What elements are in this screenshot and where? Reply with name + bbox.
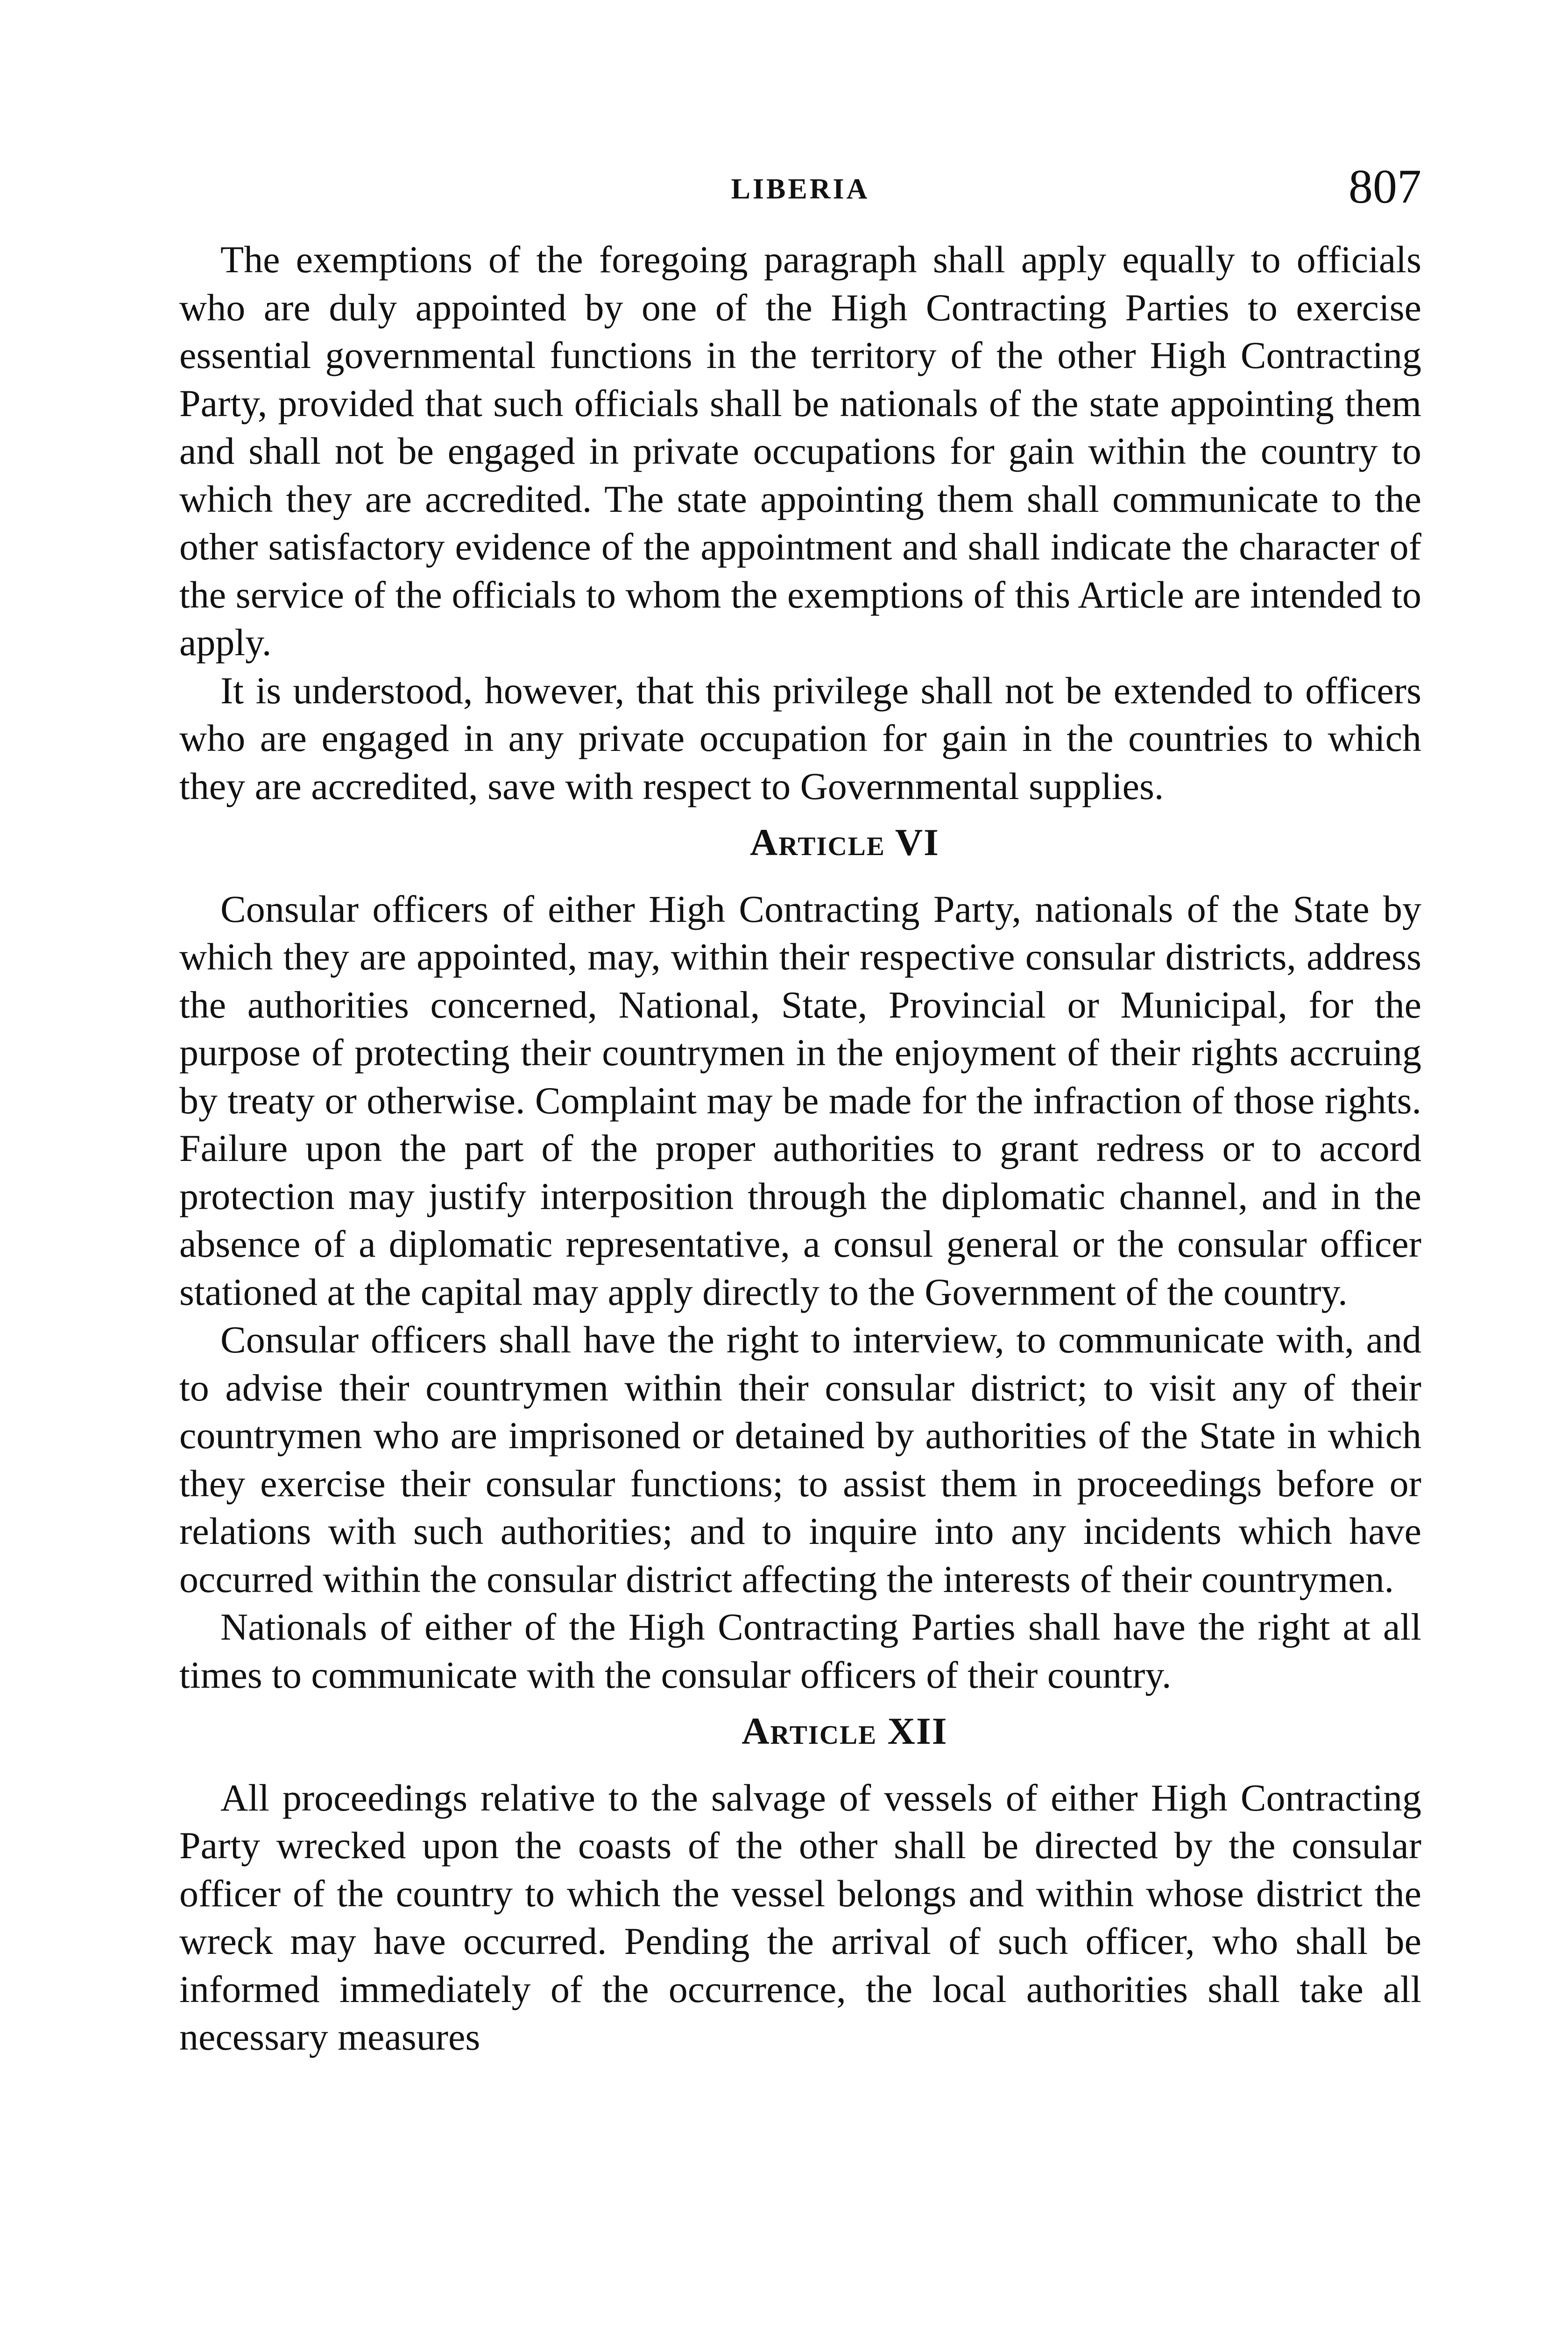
paragraph-consular-protection: Consular officers of either High Contracting Party, nationals of the State by which they are appointed, may, within their respective consular districts, address the authorities concerned, National, State, Provincial or Municipal, for the purpose of protecting their countrymen in the enjoyment of their rights accruing by treaty or otherwise. Complaint may be made for the infraction of those rights. Failure upon the part of the proper authorities to grant redress or to accord protection may justify interposition through the diplomatic channel, and in the absence of a diplomatic representative, a consul general or the consular officer stationed at the capital may apply directly to the Government of the country. (179, 887, 1421, 1313)
paragraph-salvage: All proceedings relative to the salvage of vessels of either High Contracting Party wrecked upon the coasts of the other shall be directed by the consular officer of the country to which the vessel belongs and within whose district the wreck may have occurred. Pending the arrival of such officer, who shall be informed immediately of the occurrence, the local authorities shall take all necessary measures (179, 1776, 1421, 2058)
running-head (179, 159, 1421, 215)
paragraph-officials-exemptions: The exemptions of the foregoing paragraph shall apply equally to officials who are duly appointed by one of the High Contracting Parties to exercise essential governmental functions in the territory of the other High Contracting Party, provided that such officials shall be nationals of the state appointing them and shall not be engaged in private occupations for gain within the country to which they are accredited. The state appointing them shall communicate to the other satisfactory evidence of the appointment and shall indicate the character of the service of the officials to whom the exemptions of this Article are intended to apply. (179, 238, 1421, 664)
body-text (179, 236, 1421, 2061)
article-vi-heading: Article VI (750, 821, 939, 863)
paragraph-privilege-limitation: It is understood, however, that this privilege shall not be extended to officers who are engaged in any private occupation for gain in the countries to which they are accredited, save with respect to Governmental supplies. (179, 669, 1421, 807)
article-xii-heading: Article XII (742, 1710, 948, 1752)
paragraph-consular-rights: Consular officers shall have the right to interview, to communicate with, and to advise their countrymen within their consular district; to visit any of their countrymen who are imprisoned or detained by authorities of the State in which they exercise their consular functions; to assist them in proceedings before or relations with such authorities; and to inquire into any incidents which have occurred within the consular district affecting the interests of their countrymen. (179, 1318, 1421, 1600)
paragraph-nationals-communication: Nationals of either of the High Contracting Parties shall have the right at all times to communicate with the consular officers of their country. (179, 1606, 1421, 1696)
running-title: LIBERIA (731, 173, 870, 205)
page-number: 807 (1349, 160, 1421, 213)
